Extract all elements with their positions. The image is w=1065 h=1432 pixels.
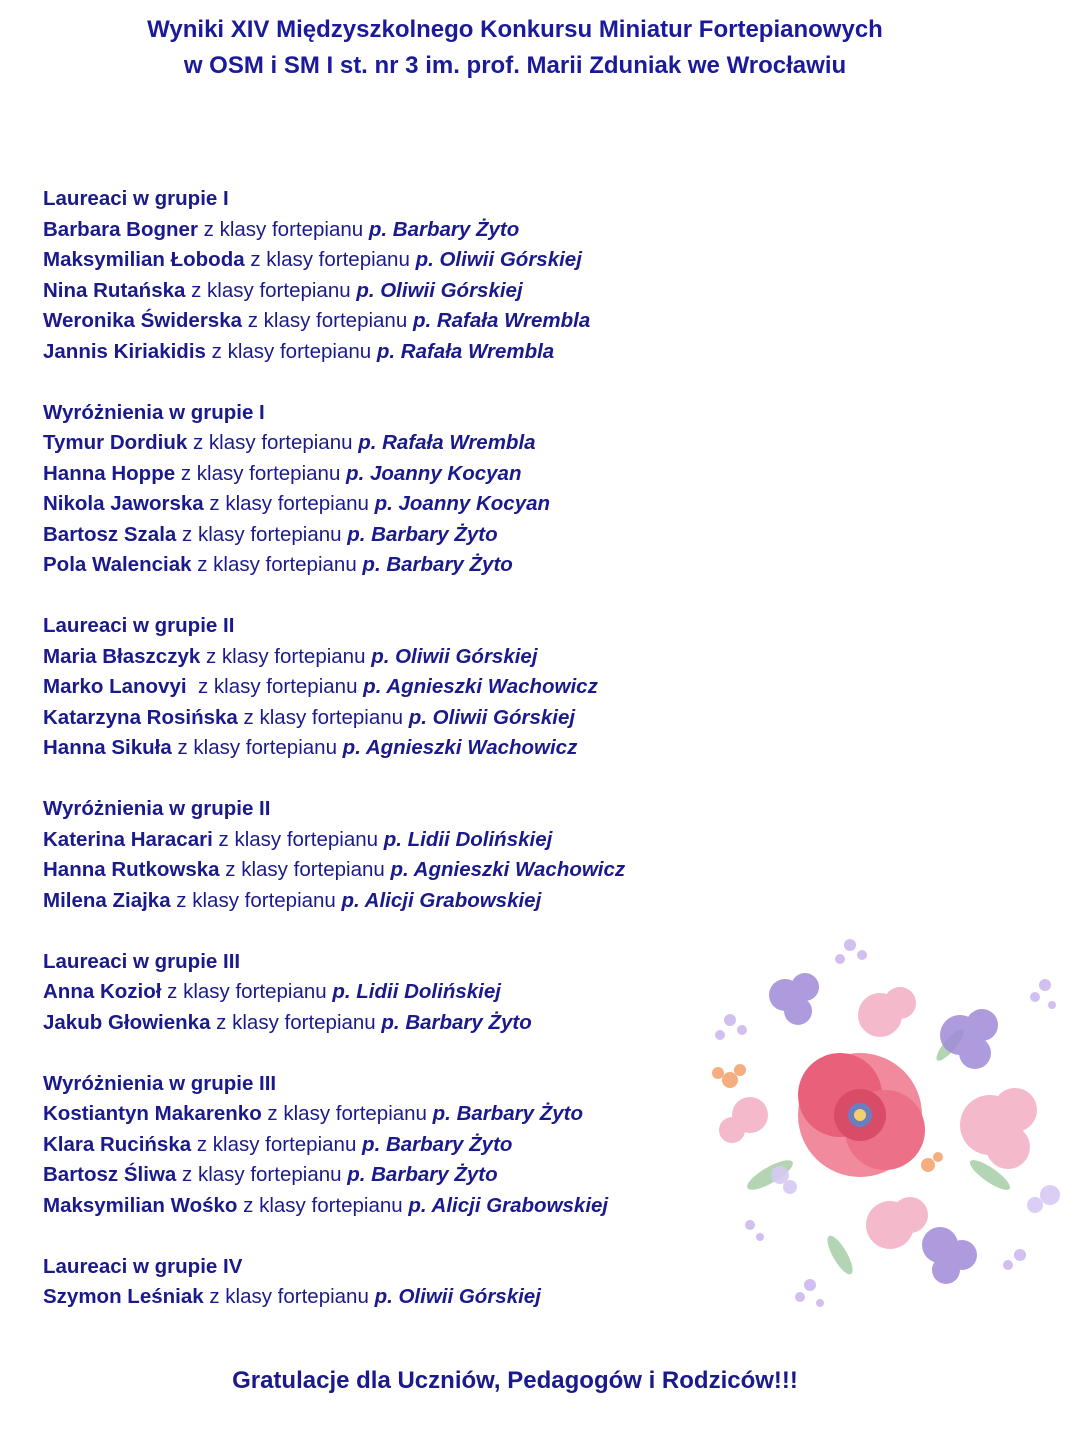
result-entry	[43, 428, 723, 459]
class-description: z klasy fortepianu	[203, 492, 375, 515]
result-entry	[43, 245, 723, 276]
student-name: Bartosz Śliwa	[43, 1163, 177, 1186]
teacher-name: p. Oliwii Górskiej	[371, 644, 538, 668]
teacher-name: p. Barbary Żyto	[368, 217, 520, 241]
teacher-name: p. Barbary Żyto	[347, 522, 498, 546]
results-section	[43, 794, 723, 916]
class-description: z klasy fortepianu	[244, 248, 416, 271]
class-description: z klasy fortepianu	[176, 1163, 348, 1186]
class-description: z klasy fortepianu	[161, 980, 333, 1003]
section-heading: Laureaci w grupie I	[43, 187, 229, 210]
result-entry	[43, 489, 723, 520]
results-section	[43, 611, 723, 764]
section-heading: Laureaci w grupie II	[43, 614, 235, 637]
result-entry	[43, 276, 723, 307]
teacher-name: p. Rafała Wrembla	[412, 309, 591, 332]
result-entry	[43, 1099, 723, 1130]
class-description: z klasy fortepianu	[242, 309, 413, 332]
result-entry	[43, 1130, 723, 1161]
result-entry	[43, 215, 723, 246]
student-name: Weronika Świderska	[43, 309, 243, 332]
class-description: z klasy fortepianu	[237, 705, 409, 729]
class-description: z klasy fortepianu	[176, 522, 348, 546]
result-entry	[43, 1191, 723, 1222]
result-entry	[43, 703, 723, 734]
page-title	[0, 12, 1030, 84]
student-name: Hanna Rutkowska	[43, 858, 220, 881]
student-name: Katarzyna Rosińska	[43, 705, 238, 729]
student-name: Jannis Kiriakidis	[43, 339, 206, 363]
teacher-name: p. Barbary Żyto	[362, 553, 513, 576]
class-description: z klasy fortepianu	[203, 1285, 375, 1308]
student-name: Marko Lanovyi	[43, 675, 187, 698]
result-entry	[43, 825, 723, 856]
student-name: Maksymilian Łoboda	[43, 248, 245, 271]
results-section	[43, 1069, 723, 1222]
results-section	[43, 1252, 723, 1313]
teacher-name: p. Barbary Żyto	[362, 1132, 513, 1156]
result-entry	[43, 855, 723, 886]
class-description: z klasy fortepianu	[205, 339, 377, 363]
student-name: Nikola Jaworska	[43, 492, 204, 515]
class-description: z klasy fortepianu	[171, 736, 343, 759]
result-entry	[43, 306, 723, 337]
class-description: z klasy fortepianu	[212, 827, 384, 851]
student-name: Maria Błaszczyk	[43, 644, 201, 668]
results-section	[43, 398, 723, 581]
student-name: Jakub Głowienka	[43, 1010, 211, 1034]
result-entry	[43, 337, 723, 368]
section-heading: Wyróżnienia w grupie I	[43, 400, 265, 424]
result-entry	[43, 1008, 723, 1039]
student-name: Katerina Haracari	[43, 827, 213, 851]
class-description: z klasy fortepianu	[186, 675, 364, 698]
class-description: z klasy fortepianu	[191, 553, 363, 576]
results-section	[43, 947, 723, 1039]
student-name: Szymon Leśniak	[43, 1285, 204, 1308]
student-name: Bartosz Szala	[43, 522, 177, 546]
result-entry	[43, 1282, 723, 1313]
result-entry	[43, 733, 723, 764]
teacher-name: p. Agnieszki Wachowicz	[363, 675, 598, 698]
teacher-name: p. Agnieszki Wachowicz	[342, 736, 578, 759]
result-entry	[43, 977, 723, 1008]
teacher-name: p. Lidii Dolińskiej	[332, 980, 501, 1003]
teacher-name: p. Barbary Żyto	[381, 1010, 532, 1034]
student-name: Nina Rutańska	[43, 278, 186, 302]
congratulations-footer: Gratulacje dla Uczniów, Pedagogów i Rodziców!!!	[232, 1367, 798, 1394]
teacher-name: p. Oliwii Górskiej	[356, 278, 523, 302]
student-name: Hanna Hoppe	[43, 461, 176, 485]
results-list	[43, 184, 723, 1343]
class-description: z klasy fortepianu	[261, 1102, 433, 1125]
class-description: z klasy fortepianu	[187, 431, 359, 454]
section-heading: Wyróżnienia w grupie III	[43, 1071, 277, 1095]
section-heading: Laureaci w grupie III	[43, 949, 241, 973]
title-line-2: w OSM i SM I st. nr 3 im. prof. Marii Zduniak we Wrocławiu	[183, 52, 847, 79]
class-description: z klasy fortepianu	[200, 644, 372, 668]
teacher-name: p. Joanny Kocyan	[374, 492, 551, 515]
teacher-name: p. Barbary Żyto	[432, 1102, 584, 1125]
class-description: z klasy fortepianu	[175, 461, 347, 485]
teacher-name: p. Alicji Grabowskiej	[408, 1193, 609, 1217]
teacher-name: p. Alicji Grabowskiej	[341, 888, 542, 912]
class-description: z klasy fortepianu	[185, 278, 357, 302]
section-heading: Laureaci w grupie IV	[43, 1254, 243, 1278]
student-name: Milena Ziajka	[43, 888, 171, 912]
teacher-name: p. Oliwii Górskiej	[374, 1285, 541, 1308]
teacher-name: p. Rafała Wrembla	[358, 431, 536, 454]
title-line-1: Wyniki XIV Międzyszkolnego Konkursu Miniatur Fortepianowych	[147, 16, 883, 43]
student-name: Anna Kozioł	[43, 980, 162, 1003]
result-entry	[43, 642, 723, 673]
teacher-name: p. Agnieszki Wachowicz	[390, 858, 626, 881]
result-entry	[43, 886, 723, 917]
flower-bouquet-icon	[690, 925, 1065, 1325]
result-entry	[43, 550, 723, 581]
student-name: Barbara Bogner	[43, 217, 198, 241]
class-description: z klasy fortepianu	[210, 1010, 382, 1034]
result-entry	[43, 520, 723, 551]
class-description: z klasy fortepianu	[237, 1193, 409, 1217]
student-name: Kostiantyn Makarenko	[43, 1102, 262, 1125]
results-section	[43, 184, 723, 367]
result-entry	[43, 672, 723, 703]
teacher-name: p. Joanny Kocyan	[346, 461, 522, 485]
teacher-name: p. Rafała Wrembla	[376, 339, 555, 363]
class-description: z klasy fortepianu	[191, 1132, 363, 1156]
result-entry	[43, 1160, 723, 1191]
result-entry	[43, 459, 723, 490]
teacher-name: p. Lidii Dolińskiej	[383, 827, 553, 851]
class-description: z klasy fortepianu	[170, 888, 342, 912]
teacher-name: p. Oliwii Górskiej	[415, 248, 582, 271]
teacher-name: p. Oliwii Górskiej	[408, 705, 576, 729]
student-name: Hanna Sikuła	[43, 736, 172, 759]
teacher-name: p. Barbary Żyto	[347, 1163, 498, 1186]
student-name: Maksymilian Wośko	[43, 1193, 238, 1217]
student-name: Tymur Dordiuk	[43, 431, 188, 454]
student-name: Klara Rucińska	[43, 1132, 192, 1156]
class-description: z klasy fortepianu	[197, 217, 369, 241]
section-heading: Wyróżnienia w grupie II	[43, 797, 271, 820]
class-description: z klasy fortepianu	[219, 858, 391, 881]
student-name: Pola Walenciak	[43, 553, 192, 576]
